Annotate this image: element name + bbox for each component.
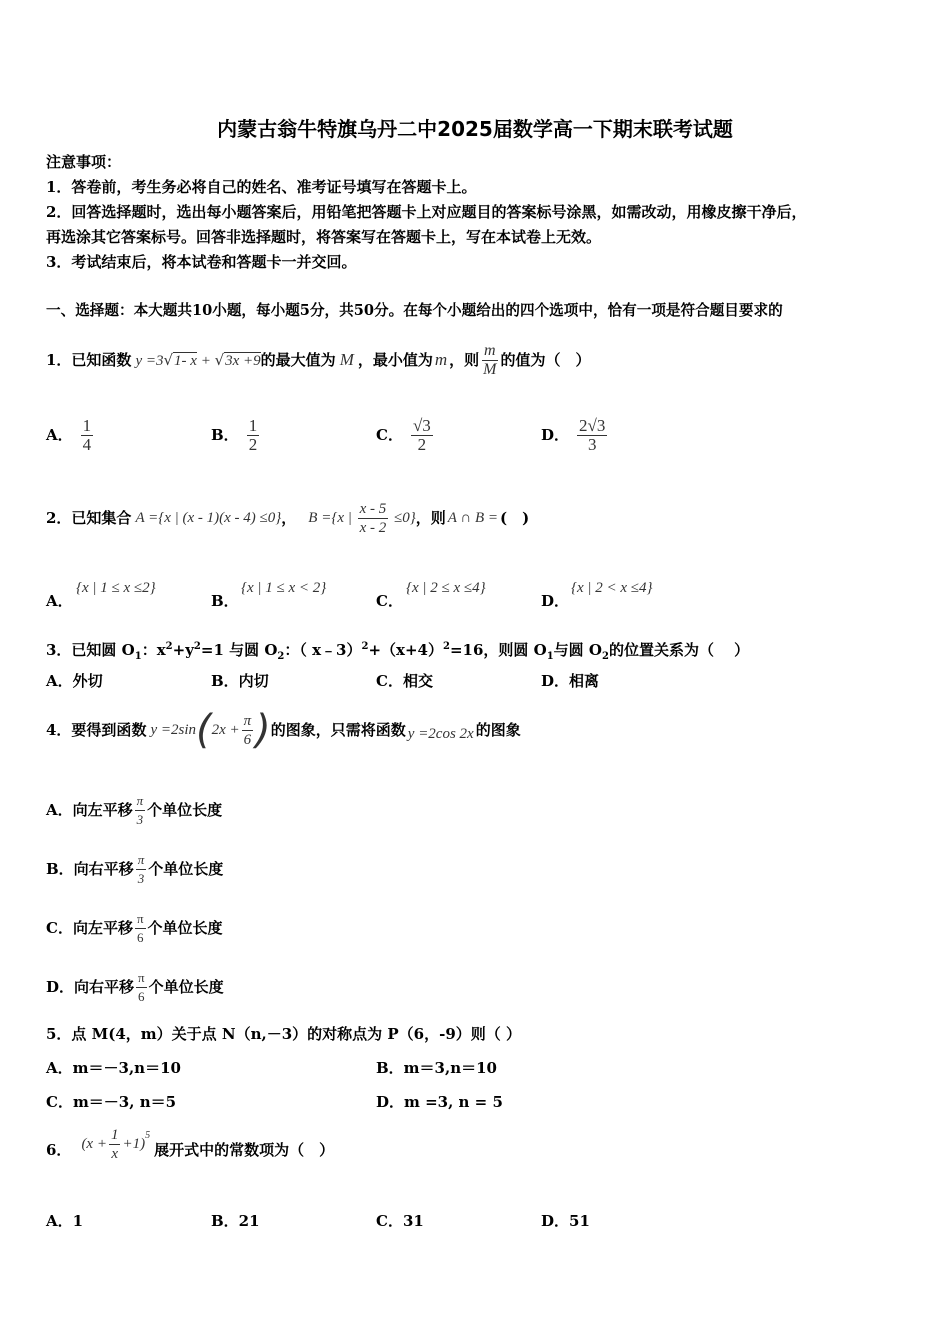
notice-item-2: 2．回答选择题时，选出每小题答案后，用铅笔把答题卡上对应题目的答案标号涂黑，如需改动，用橡皮擦干净后， <box>46 203 807 221</box>
q1-option-b[interactable]: B． $\frac{1}{2}$ <box>211 415 258 454</box>
q3-option-a[interactable]: A．外切 <box>46 672 103 690</box>
q1-ratio: $\frac{m}{M}$ <box>483 341 497 378</box>
q4-option-b[interactable]: B．向右平移 $\frac{\pi}{3}$ 个单位长度 <box>46 851 224 886</box>
q4-option-d[interactable]: D．向右平移 $\frac{\pi}{6}$ 个单位长度 <box>46 969 224 1004</box>
q1-number: 1．已知函数 <box>46 351 132 369</box>
q1-option-d[interactable]: D． $\frac{2√3}{3}$ <box>541 415 606 454</box>
q6-option-d[interactable]: D．51 <box>541 1212 590 1230</box>
q5-option-d[interactable]: D．m =3, n = 5 <box>376 1093 503 1111</box>
q5-option-b[interactable]: B．m＝3,n＝10 <box>376 1059 497 1077</box>
page-title: 内蒙古翁牛特旗乌丹二中2025届数学高一下期末联考试题 <box>217 117 733 141</box>
question-4: 4．要得到函数 y =2sin ( 2x + $\frac{\pi}{6}$ ) 的图象，只需将函数 y =2cos 2x 的图象 <box>46 707 521 753</box>
q6-option-a[interactable]: A．1 <box>46 1212 84 1230</box>
question-2: 2．已知集合 A ={x | (x - 1)(x - 4) ≤0} ， B ={x | $\frac{x - 5}{x - 2}$ ≤0} ，则 A ∩ B = ( ) <box>46 500 530 536</box>
question-5: 5．点 M(4，m）关于点 N（n,－3）的对称点为 P（6，-9）则（ ） <box>46 1025 521 1043</box>
notice-item-3: 3．考试结束后，将本试卷和答题卡一并交回。 <box>46 253 357 271</box>
notice-heading: 注意事项： <box>46 153 122 171</box>
q4-option-c[interactable]: C．向左平移 $\frac{\pi}{6}$ 个单位长度 <box>46 910 223 945</box>
q4-formula-2: y =2cos 2x <box>407 726 474 742</box>
question-3: 3．已知圆 $O_1$：$x^2+y^2=1$ 与圆 $O_2$：（ $x﹣3)^2+(x+4)^2=16$，则圆 $O_1$与圆 $O_2$的位置关系为（ ） <box>46 641 750 662</box>
q4-option-a[interactable]: A．向左平移 $\frac{\pi}{3}$ 个单位长度 <box>46 792 223 827</box>
q6-option-c[interactable]: C．31 <box>376 1212 424 1230</box>
q3-option-c[interactable]: C．相交 <box>376 672 433 690</box>
q5-option-a[interactable]: A．m＝－3,n＝10 <box>46 1059 181 1077</box>
question-1: 1．已知函数 y =3√1- x + √3x +9 的最大值为 M ，最小值为 m ，则 $\frac{m}{M}$ 的值为（ ） <box>46 341 591 378</box>
q4-formula-1: y =2sin ( 2x + $\frac{\pi}{6}$ ) <box>150 707 271 753</box>
q2-set-b: B ={x | $\frac{x - 5}{x - 2}$ ≤0} <box>308 500 416 536</box>
question-6: 6． (x + $\frac{1}{x}$ +1) $^5$ 展开式中的常数项为（ ） <box>46 1126 335 1162</box>
q6-formula: (x + $\frac{1}{x}$ +1) $^5$ <box>81 1126 151 1162</box>
q1-option-a[interactable]: A． $\frac{1}{4}$ <box>46 415 92 454</box>
q6-option-b[interactable]: B．21 <box>211 1212 260 1230</box>
section-heading: 一、选择题：本大题共10小题，每小题5分，共50分。在每个小题给出的四个选项中，恰有一项是符合题目要求的 <box>46 302 783 319</box>
q3-option-b[interactable]: B．内切 <box>211 672 269 690</box>
q1-formula: y =3√1- x + √3x +9 <box>135 350 261 369</box>
notice-item-2-cont: 再选涂其它答案标号。回答非选择题时，将答案写在答题卡上，写在本试卷上无效。 <box>46 228 602 246</box>
q5-option-c[interactable]: C．m＝－3, n＝5 <box>46 1093 177 1111</box>
notice-item-1: 1．答卷前，考生务必将自己的姓名、准考证号填写在答题卡上。 <box>46 178 477 196</box>
q3-option-d[interactable]: D．相离 <box>541 672 600 690</box>
q1-option-c[interactable]: C． $\frac{√3}{2}$ <box>376 415 431 454</box>
q2-set-a: A ={x | (x - 1)(x - 4) ≤0} <box>135 510 282 526</box>
